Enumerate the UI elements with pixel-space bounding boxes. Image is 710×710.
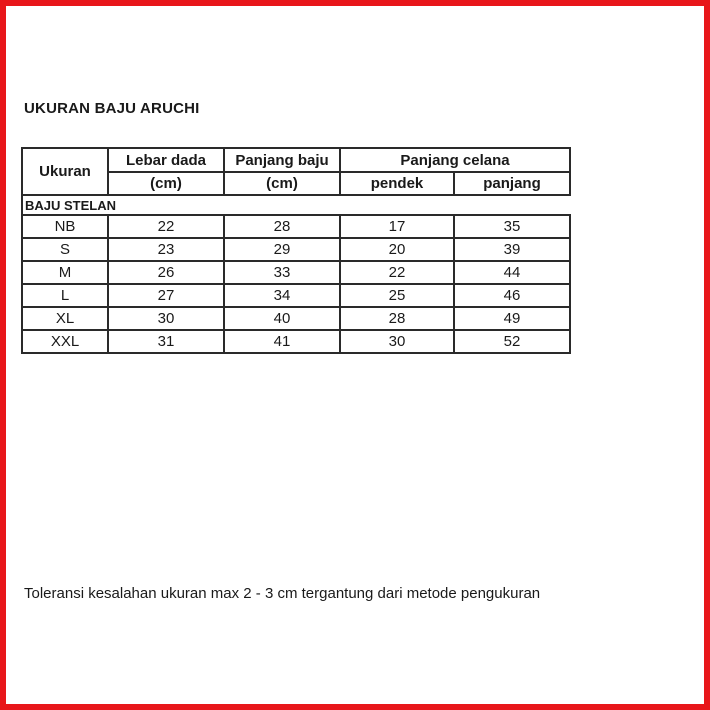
table-row	[22, 215, 570, 238]
cell-size: XL	[22, 307, 108, 330]
cell-panjang-baju: 29	[224, 238, 340, 261]
cell-panjang: 52	[454, 330, 570, 353]
cell-panjang: 39	[454, 238, 570, 261]
cell-pendek: 28	[340, 307, 454, 330]
header-panjang-celana: Panjang celana	[340, 148, 570, 172]
section-label: BAJU STELAN	[22, 195, 570, 215]
cell-size: M	[22, 261, 108, 284]
cell-lebar-dada: 31	[108, 330, 224, 353]
cell-size: XXL	[22, 330, 108, 353]
size-chart-table	[21, 147, 571, 354]
table-row	[22, 261, 570, 284]
table-row	[22, 307, 570, 330]
cell-panjang: 49	[454, 307, 570, 330]
header-panjang-baju: Panjang baju	[224, 148, 340, 172]
cell-size: S	[22, 238, 108, 261]
section-row	[22, 195, 570, 215]
cell-pendek: 20	[340, 238, 454, 261]
tolerance-note: Toleransi kesalahan ukuran max 2 - 3 cm tergantung dari metode pengukuran	[24, 585, 541, 602]
table-row	[22, 284, 570, 307]
cell-panjang: 46	[454, 284, 570, 307]
cell-panjang-baju: 33	[224, 261, 340, 284]
cell-panjang: 35	[454, 215, 570, 238]
header-pendek: pendek	[340, 172, 454, 195]
cell-lebar-dada: 22	[108, 215, 224, 238]
cell-pendek: 25	[340, 284, 454, 307]
cell-pendek: 30	[340, 330, 454, 353]
cell-panjang-baju: 41	[224, 330, 340, 353]
cell-lebar-dada: 23	[108, 238, 224, 261]
header-ukuran: Ukuran	[22, 148, 108, 195]
cell-size: NB	[22, 215, 108, 238]
header-panjang-baju-unit: (cm)	[224, 172, 340, 195]
cell-panjang-baju: 28	[224, 215, 340, 238]
cell-panjang-baju: 34	[224, 284, 340, 307]
header-lebar-dada: Lebar dada	[108, 148, 224, 172]
cell-panjang: 44	[454, 261, 570, 284]
table-row	[22, 330, 570, 353]
header-lebar-dada-unit: (cm)	[108, 172, 224, 195]
cell-pendek: 22	[340, 261, 454, 284]
page-title: UKURAN BAJU ARUCHI	[24, 100, 200, 117]
header-row-top	[22, 148, 570, 172]
cell-lebar-dada: 26	[108, 261, 224, 284]
header-panjang: panjang	[454, 172, 570, 195]
cell-pendek: 17	[340, 215, 454, 238]
cell-panjang-baju: 40	[224, 307, 340, 330]
cell-size: L	[22, 284, 108, 307]
cell-lebar-dada: 30	[108, 307, 224, 330]
cell-lebar-dada: 27	[108, 284, 224, 307]
table-row	[22, 238, 570, 261]
